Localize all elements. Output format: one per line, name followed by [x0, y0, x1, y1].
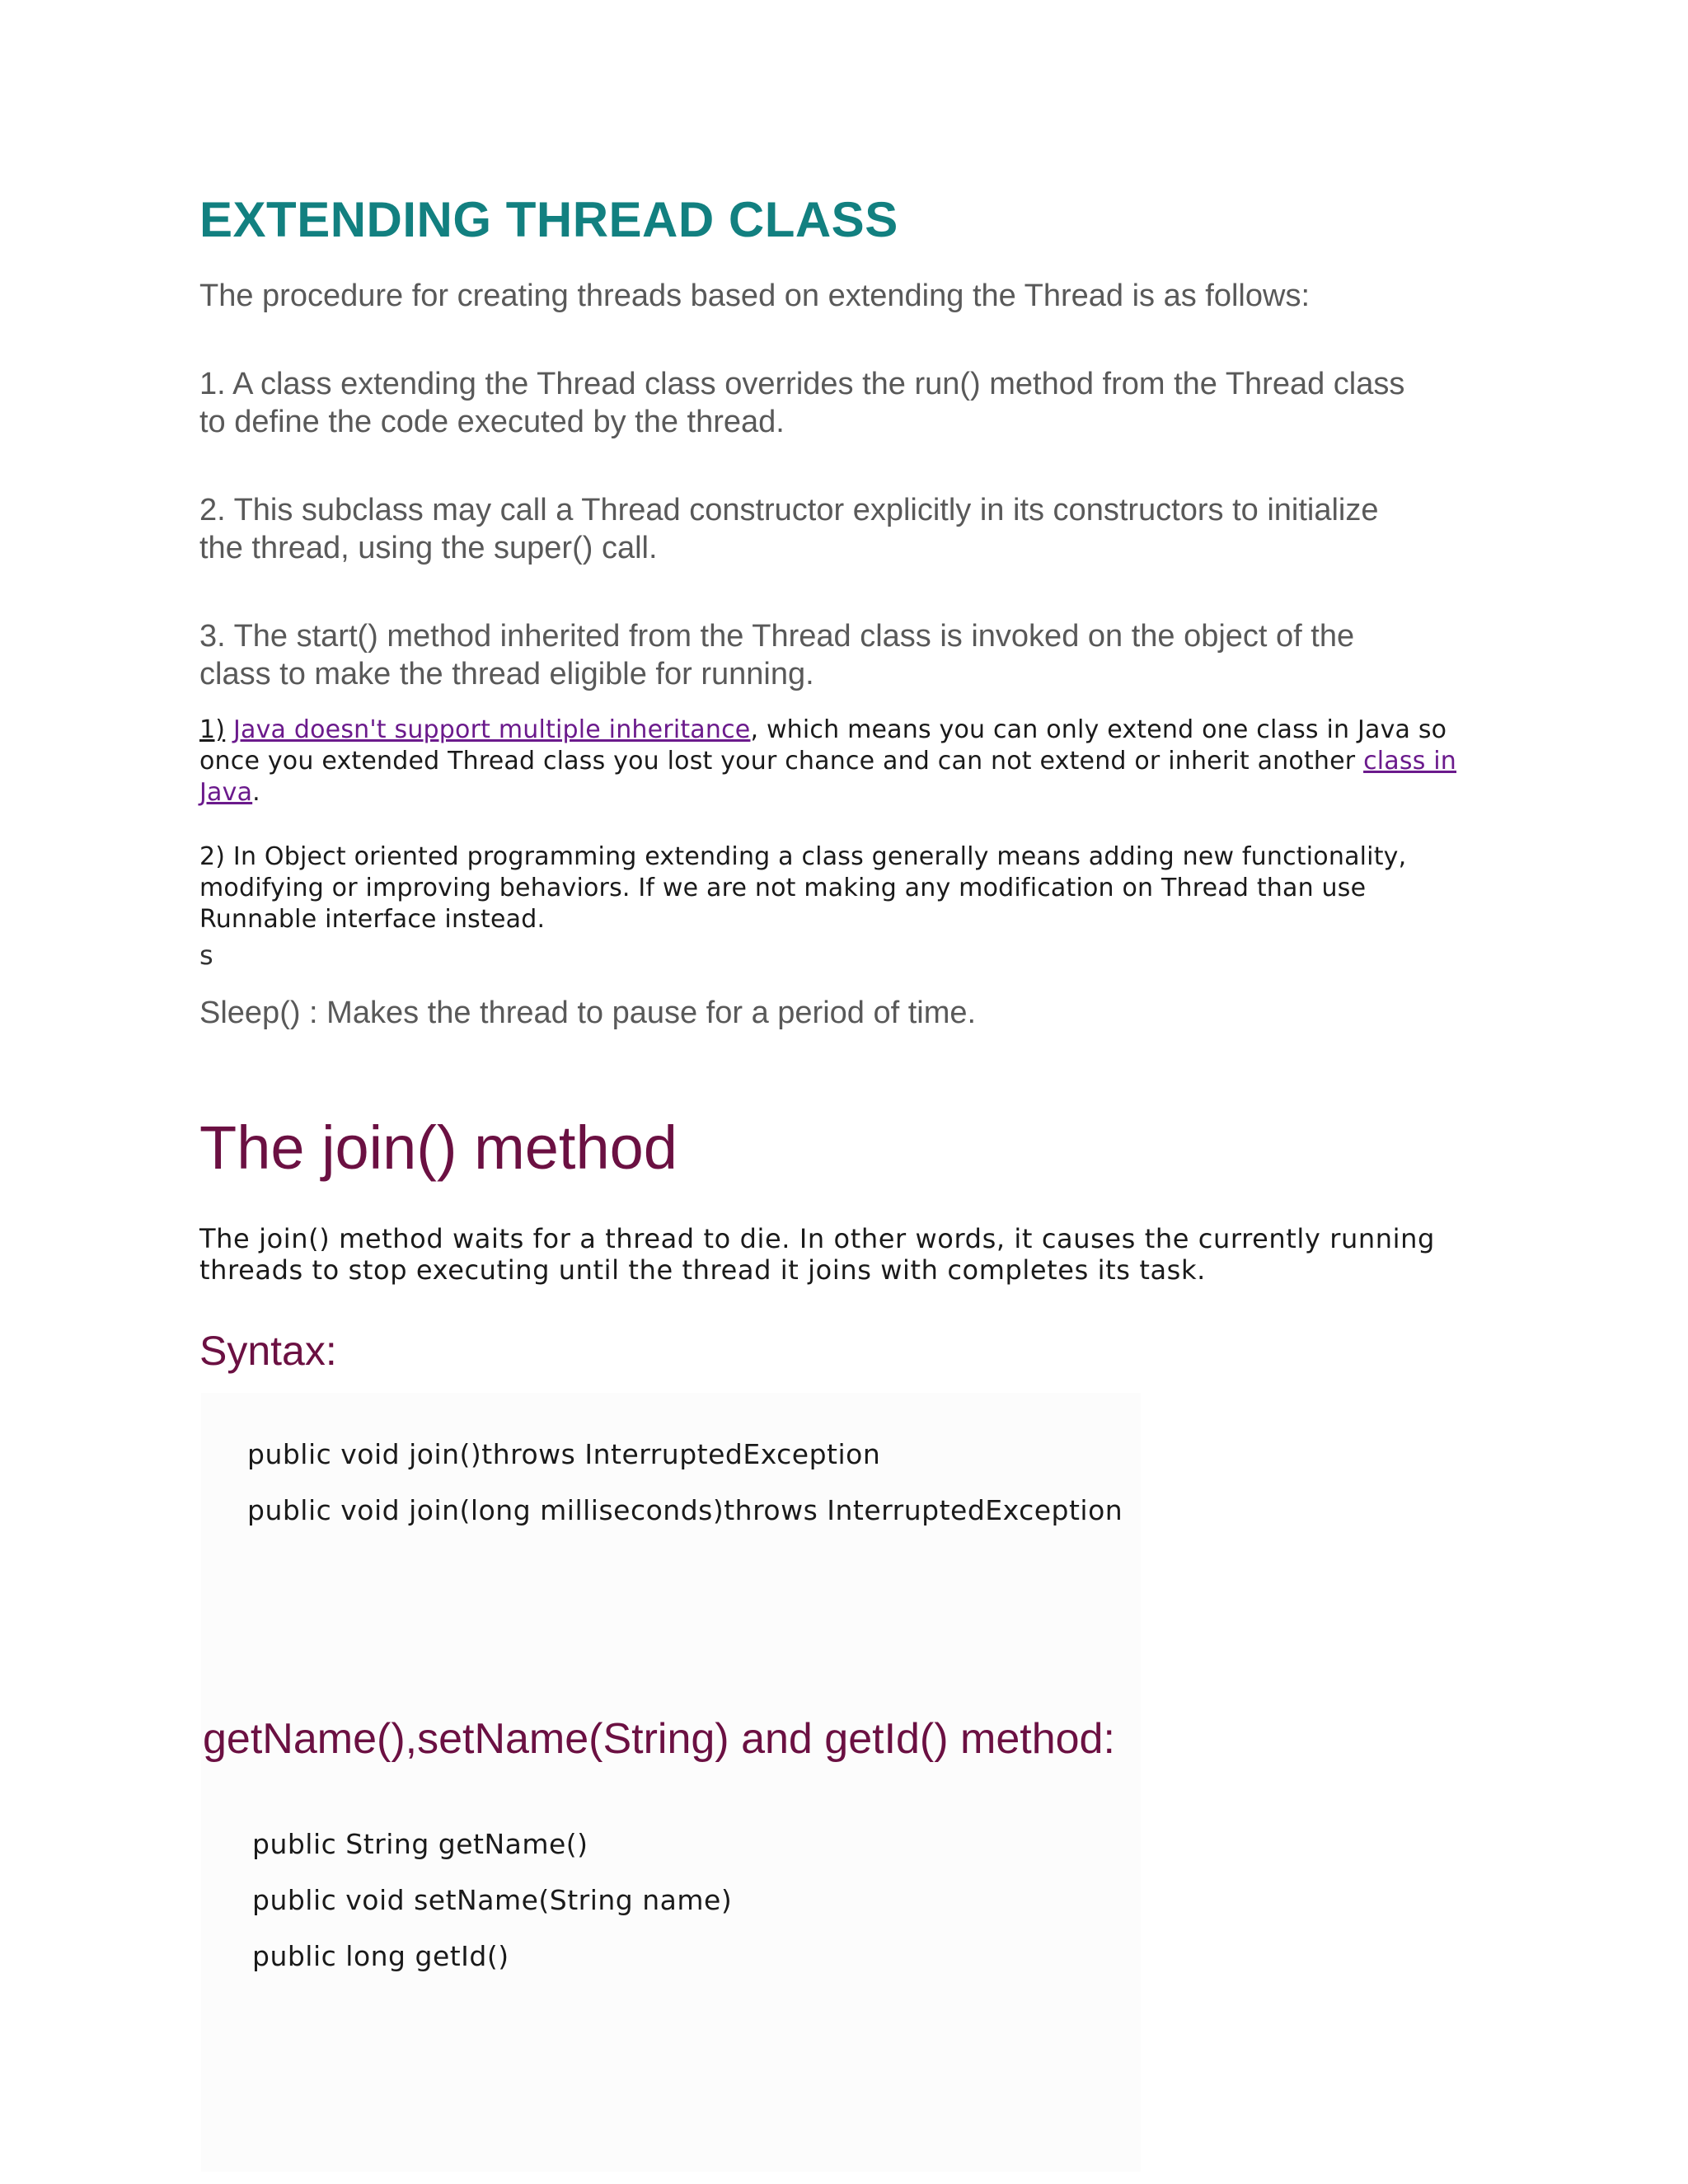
join-signature-1: public void join()throws InterruptedException [247, 1438, 881, 1470]
step-3 [199, 617, 1354, 693]
note-1-text-1: , which means you can only extend one class in Java so [750, 715, 1447, 744]
step-3-line-1: 3. The start() method inherited from the Thread class is invoked on the object of the [199, 619, 1355, 654]
note-1 [199, 715, 1456, 808]
note-2-line-1: 2) In Object oriented programming extending a class generally means adding new functionality, [199, 842, 1407, 871]
note-1-line-1 [199, 715, 1456, 746]
step-2 [199, 491, 1379, 567]
getname-heading: getName(),setName(String) and getId() method: [203, 1715, 1115, 1763]
sleep-description: Sleep() : Makes the thread to pause for a period of time. [199, 996, 977, 1030]
step-1-line-2: to define the code executed by the thread. [199, 405, 785, 439]
join-signature-2: public void join(long milliseconds)throws InterruptedException [247, 1494, 1123, 1526]
join-description [199, 1223, 1435, 1286]
note-2-line-3: Runnable interface instead. [199, 905, 546, 934]
section-title: EXTENDING THREAD CLASS [199, 192, 898, 247]
join-description-line-1: The join() method waits for a thread to die. In other words, it causes the currently running [199, 1223, 1435, 1254]
note-1-period: . [252, 778, 260, 807]
intro-paragraph: The procedure for creating threads based on extending the Thread is as follows: [199, 279, 1310, 313]
multiple-inheritance-link[interactable]: Java doesn't support multiple inheritance [232, 715, 751, 744]
setname-signature: public void setName(String name) [252, 1884, 733, 1916]
getname-signature: public String getName() [252, 1828, 588, 1860]
note-2-line-2: modifying or improving behaviors. If we are not making any modification on Thread than use [199, 874, 1367, 902]
step-2-line-2: the thread, using the super() call. [199, 531, 658, 565]
step-3-line-2: class to make the thread eligible for running. [199, 657, 814, 691]
step-1 [199, 365, 1404, 441]
note-1-line-3 [199, 777, 1456, 808]
getid-signature: public long getId() [252, 1940, 509, 1972]
join-description-line-2: threads to stop executing until the thread it joins with completes its task. [199, 1254, 1206, 1286]
note-1-line-2 [199, 746, 1456, 777]
note-1-number: 1) [199, 715, 226, 744]
syntax-heading: Syntax: [199, 1328, 337, 1374]
class-in-java-link-continued[interactable]: Java [199, 778, 253, 807]
join-method-heading: The join() method [199, 1113, 678, 1182]
stray-letter: s [199, 940, 213, 971]
note-2 [199, 841, 1406, 935]
step-2-line-1: 2. This subclass may call a Thread constructor explicitly in its constructors to initialize [199, 493, 1379, 527]
step-1-line-1: 1. A class extending the Thread class overrides the run() method from the Thread class [199, 367, 1405, 401]
class-in-java-link[interactable]: class in [1363, 747, 1457, 776]
note-1-text-2: once you extended Thread class you lost your chance and can not extend or inherit another [199, 747, 1364, 776]
